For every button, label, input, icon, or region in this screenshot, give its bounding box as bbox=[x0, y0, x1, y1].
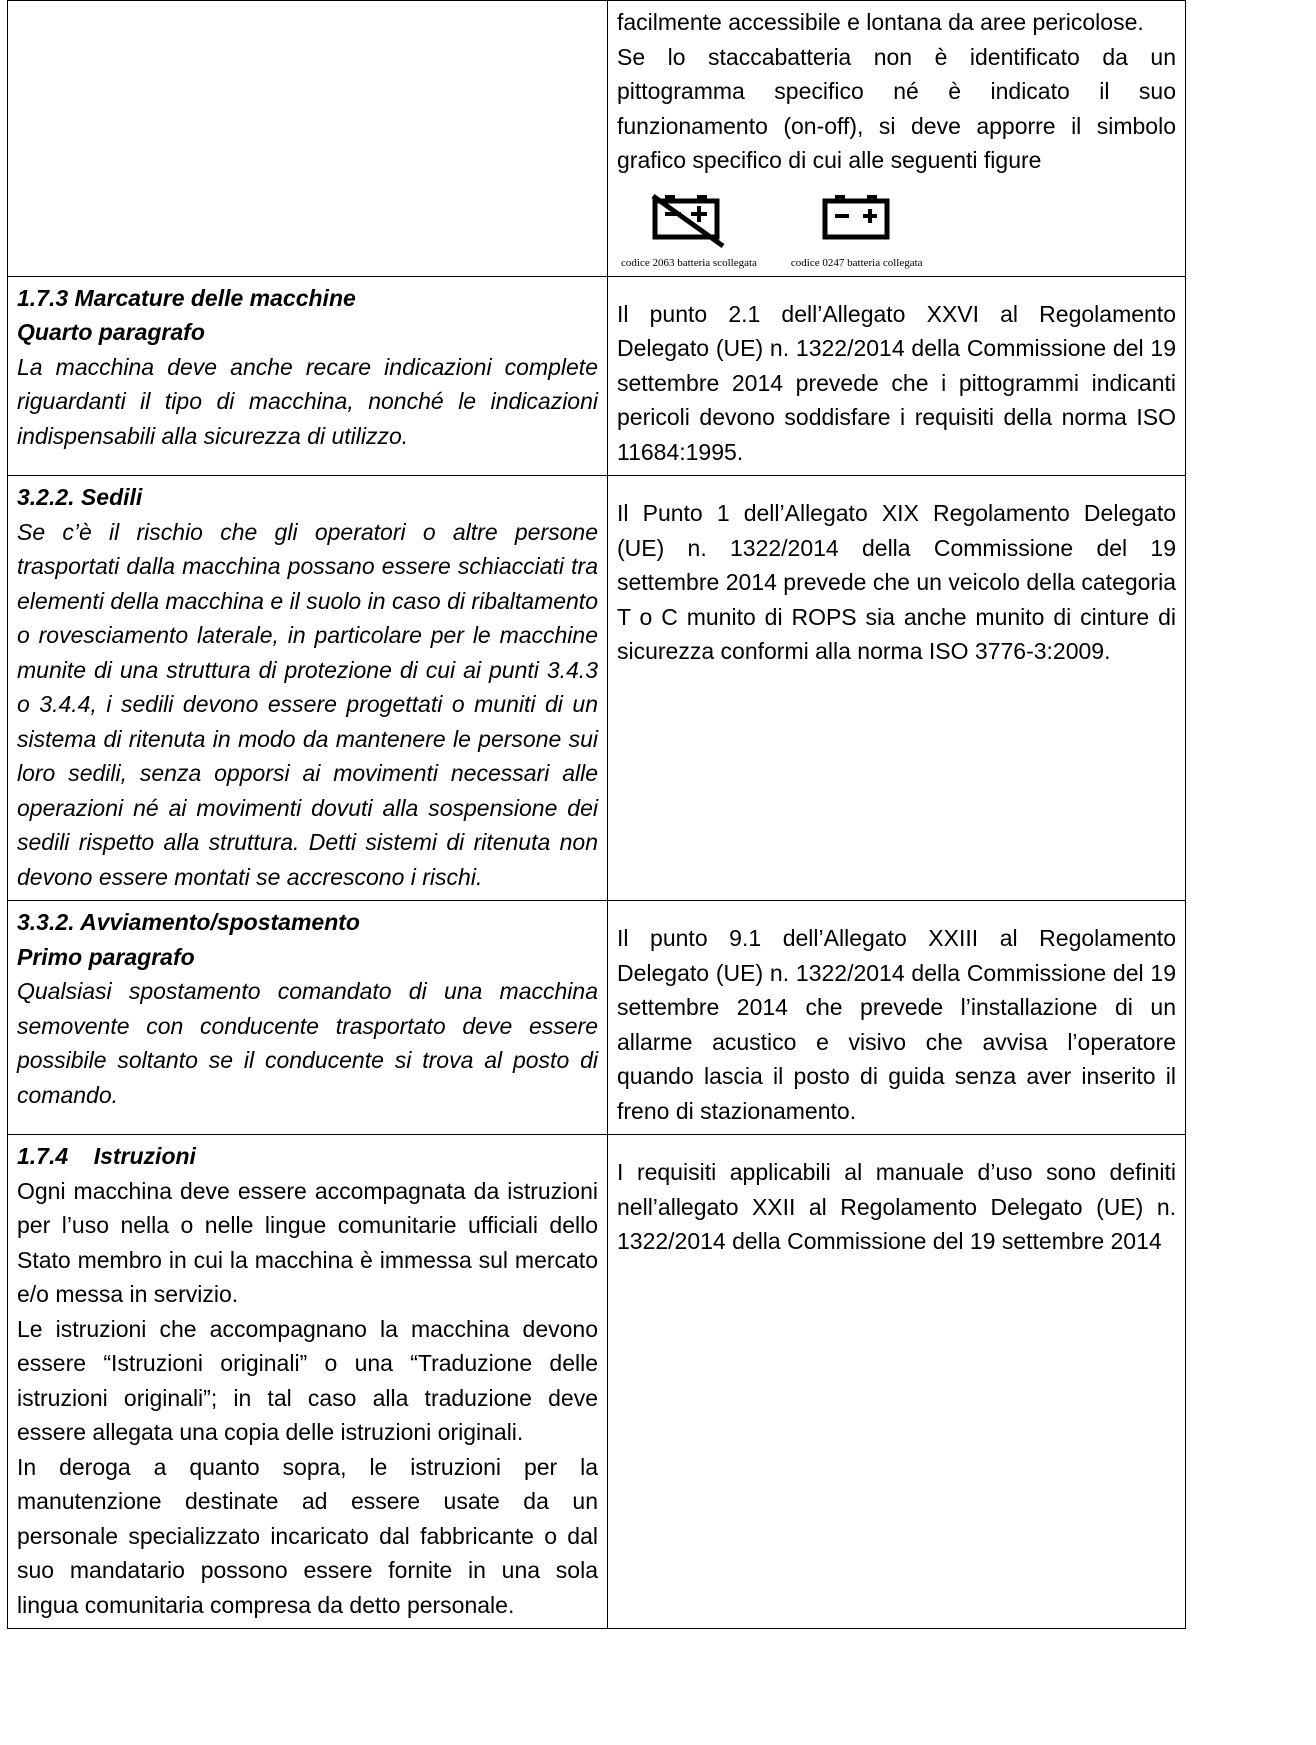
requirements-table bbox=[7, 0, 1186, 1629]
left-cell bbox=[8, 1135, 608, 1629]
right-cell bbox=[608, 1, 1186, 277]
paragraph: Le istruzioni che accompagnano la macchina devono essere “Istruzioni originali” o una “Traduzione delle istruzioni originali”; in tal caso alla traduzione deve essere allegata una copia delle istruzioni originali. bbox=[17, 1315, 598, 1445]
left-cell bbox=[8, 1, 608, 277]
left-cell bbox=[8, 276, 608, 476]
table-row bbox=[8, 1135, 1186, 1629]
paragraph: Se lo staccabatteria non è identificato da un pittogramma specifico né è indicato il suo funzionamento (on-off), si deve apporre il simbolo grafico specifico di cui alle seguenti figure bbox=[617, 43, 1176, 173]
section-heading: 1.7.4 Istruzioni bbox=[17, 1143, 196, 1169]
right-cell bbox=[608, 1135, 1186, 1629]
paragraph: Ogni macchina deve essere accompagnata da istruzioni per l’uso nella o nelle lingue comunitarie ufficiali dello Stato membro in cui la macchina è immessa sul mercato e/o messa in servizio. bbox=[17, 1177, 598, 1307]
paragraph: Il Punto 1 dell’Allegato XIX Regolamento Delegato (UE) n. 1322/2014 della Commissione del 19 settembre 2014 prevede che un veicolo della categoria T o C munito di ROPS sia anche munito di cinture di sicurezza conformi alla norma ISO 3776-3:2009. bbox=[617, 500, 1176, 664]
table-row bbox=[8, 901, 1186, 1135]
battery-disconnected-icon bbox=[649, 192, 729, 250]
section-heading: 1.7.3 Marcature delle macchine bbox=[17, 284, 356, 311]
right-cell bbox=[608, 901, 1186, 1135]
table-row bbox=[8, 476, 1186, 901]
battery-symbol-connected bbox=[791, 192, 923, 270]
right-cell bbox=[608, 276, 1186, 476]
left-cell bbox=[8, 476, 608, 901]
section-heading: 3.3.2. Avviamento/spostamento bbox=[17, 909, 360, 935]
battery-symbol-disconnected bbox=[621, 192, 757, 270]
battery-connected-caption: codice 0247 batteria collegata bbox=[790, 256, 923, 269]
paragraph: Qualsiasi spostamento comandato di una macchina semovente con conducente trasportato deve essere possibile soltanto se il conducente si trova al posto di comando. bbox=[17, 978, 598, 1108]
paragraph: In deroga a quanto sopra, le istruzioni per la manutenzione destinate ad essere usate da un personale specializzato incaricato dal fabbricante o dal suo mandatario possono essere fornite in una sola lingua comunitaria compresa da detto personale. bbox=[17, 1453, 598, 1618]
left-cell bbox=[8, 901, 608, 1135]
table-row bbox=[8, 276, 1186, 476]
paragraph: I requisiti applicabili al manuale d’uso sono definiti nell’allegato XXII al Regolamento Delegato (UE) n. 1322/2014 della Commissione del 19 settembre 2014 bbox=[617, 1159, 1176, 1254]
battery-disconnected-caption: codice 2063 batteria scollegata bbox=[621, 256, 757, 269]
table-row bbox=[8, 1, 1186, 277]
section-subheading: Primo paragrafo bbox=[17, 943, 195, 970]
battery-symbols bbox=[617, 192, 1176, 270]
paragraph: La macchina deve anche recare indicazioni complete riguardanti il tipo di macchina, nonché le indicazioni indispensabili alla sicurezza di utilizzo. bbox=[17, 353, 598, 449]
paragraph: Il punto 2.1 dell’Allegato XXVI al Regolamento Delegato (UE) n. 1322/2014 della Commissione del 19 settembre 2014 prevede che i pittogrammi indicanti pericoli devono soddisfare i requisiti della norma ISO 11684:1995. bbox=[617, 300, 1176, 465]
paragraph: Il punto 9.1 dell’Allegato XXIII al Regolamento Delegato (UE) n. 1322/2014 della Commissione del 19 settembre 2014 che prevede l’installazione di un allarme acustico e visivo che avvisa l’operatore quando lascia il posto di guida senza aver inserito il freno di stazionamento. bbox=[617, 925, 1176, 1124]
right-cell bbox=[608, 476, 1186, 901]
paragraph: Se c’è il rischio che gli operatori o altre persone trasportati dalla macchina possano essere schiacciati tra elementi della macchina e il suolo in caso di ribaltamento o rovesciamento laterale, in particolare per le macchine munite di una struttura di protezione di cui ai punti 3.4.3 o 3.4.4, i sedili devono essere progettati o muniti di un sistema di ritenuta in modo da mantenere le persone sui loro sedili, senza opporsi ai movimenti necessari alle operazioni né ai movimenti dovuti alla sospensione dei sedili rispetto alla struttura. Detti sistemi di ritenuta non devono essere montati se accrescono i rischi. bbox=[17, 518, 598, 890]
battery-connected-icon bbox=[817, 192, 897, 250]
paragraph: facilmente accessibile e lontana da aree pericolose. bbox=[617, 9, 1144, 35]
section-heading: 3.2.2. Sedili bbox=[17, 484, 143, 510]
section-subheading: Quarto paragrafo bbox=[17, 319, 205, 345]
